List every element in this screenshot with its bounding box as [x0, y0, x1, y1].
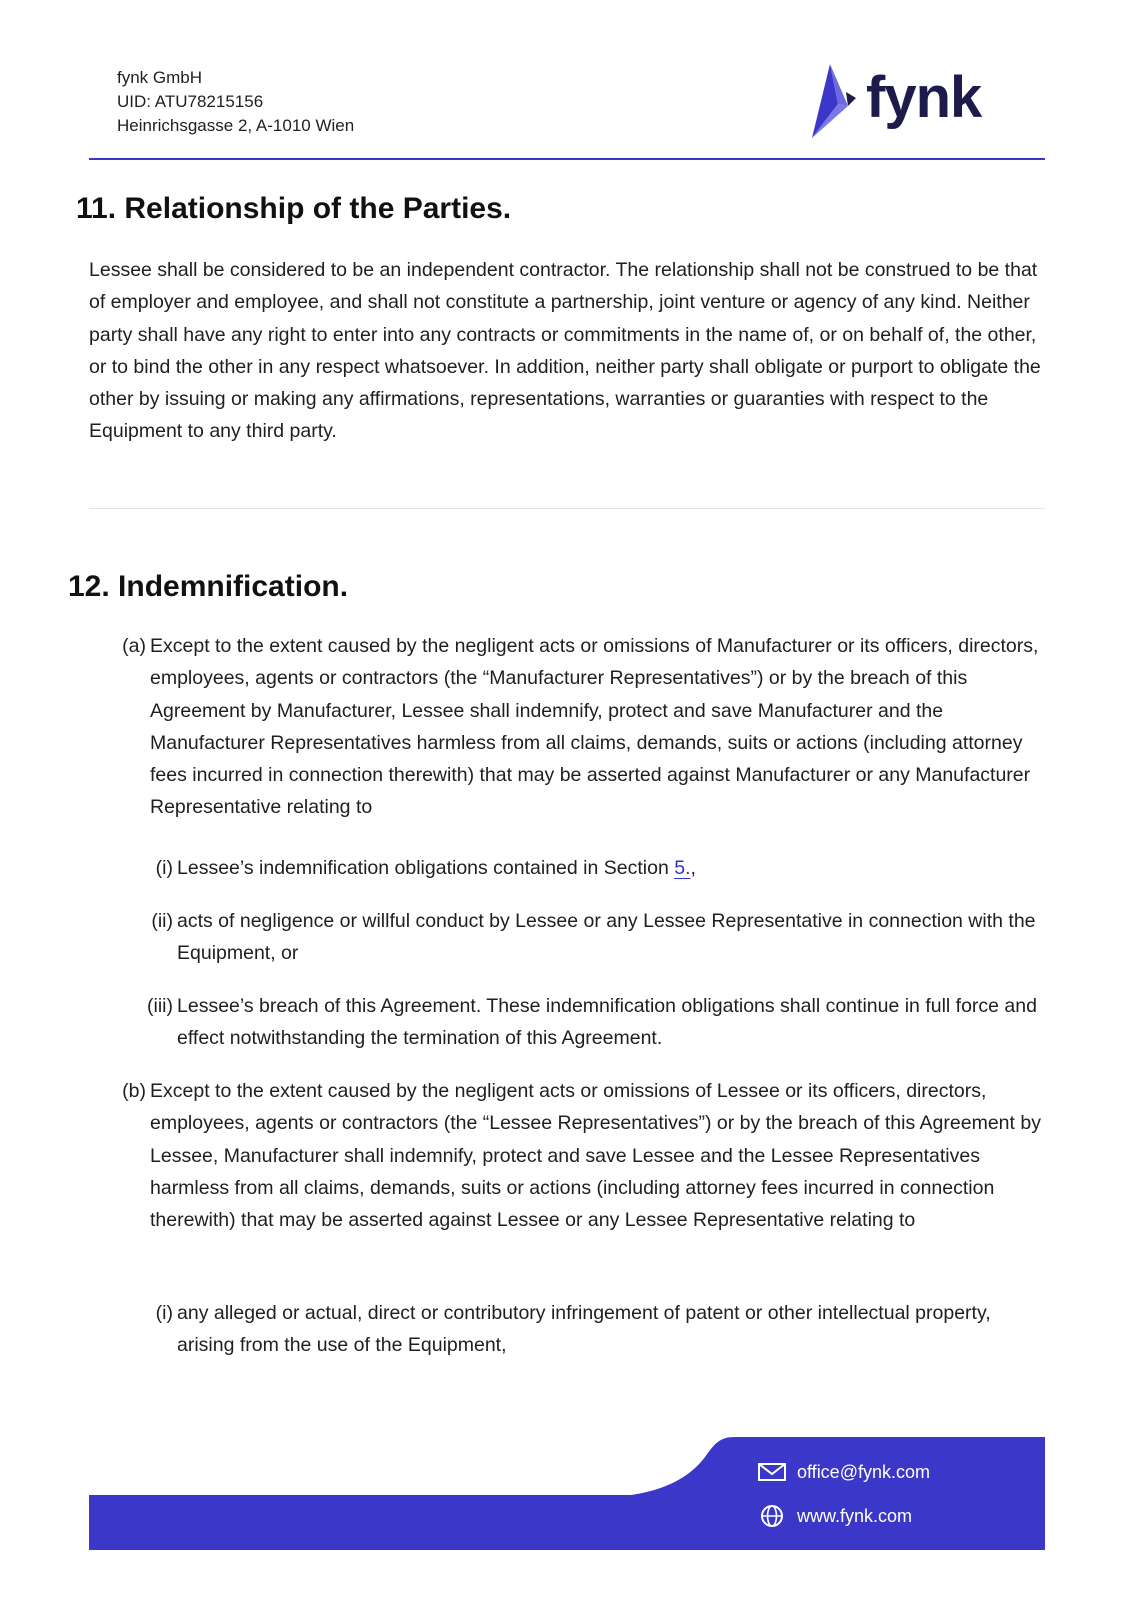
footer-email-text: office@fynk.com	[797, 1461, 930, 1482]
clause-b	[117, 1075, 1052, 1236]
header-divider	[89, 158, 1045, 160]
company-address: Heinrichsgasse 2, A-1010 Wien	[117, 116, 355, 135]
clause-b-i-label: (i)	[155, 1302, 173, 1324]
company-info	[117, 66, 354, 138]
clause-b-label: (b)	[122, 1080, 146, 1102]
clause-b-i	[147, 1297, 1052, 1362]
section-5-link[interactable]: 5.	[674, 857, 691, 879]
clause-b-i-text: any alleged or actual, direct or contributory infringement of patent or other intellectual property, arising from the use of the Equipment,	[177, 1302, 991, 1357]
fynk-logo	[808, 60, 1008, 142]
clause-a-i-body: Lessee’s indemnification obligations contained in Section	[177, 857, 675, 879]
clause-a-label: (a)	[122, 635, 146, 657]
bird-logo-icon	[808, 60, 868, 142]
clause-a-text: Except to the extent caused by the negligent acts or omissions of Manufacturer or its officers, directors, employees, agents or contractors (the “Manufacturer Representatives”) or by the breach of this Agreement by Manufacturer, Lessee shall indemnify, protect and save Manufacturer and the Manufacturer Representatives harmless from all claims, demands, suits or actions (including attorney fees incurred in connection therewith) that may be asserted against Manufacturer or any Manufacturer Representative relating to	[150, 635, 1039, 819]
logo-wordmark: fynk	[866, 65, 982, 130]
envelope-icon	[757, 1460, 787, 1484]
clause-a-ii-text: acts of negligence or willful conduct by Lessee or any Lessee Representative in connection with the Equipment, or	[177, 910, 1036, 965]
clause-b-text: Except to the extent caused by the negligent acts or omissions of Lessee or its officers, directors, employees, agents or contractors (the “Lessee Representatives”) or by the breach of this Agreement by Lessee, Manufacturer shall indemnify, protect and save Lessee and the Lessee Representatives harmless from all claims, demands, suits or actions (including attorney fees incurred in connection therewith) that may be asserted against Lessee or any Lessee Representative relating to	[150, 1080, 1041, 1232]
clause-a	[117, 630, 1052, 824]
section-12-title: 12. Indemnification.	[68, 570, 349, 603]
clause-a-i-suffix: ,	[690, 857, 696, 879]
globe-icon	[757, 1504, 787, 1528]
clause-a-i	[147, 852, 1052, 884]
clause-a-i-text	[147, 852, 1052, 884]
footer-email[interactable]	[757, 1460, 930, 1484]
section-11-body: Lessee shall be considered to be an independent contractor. The relationship shall not be construed to be that of employer and employee, and shall not constitute a partnership, joint venture or agency of any kind. Neither party shall have any right to enter into any contracts or commitments in the name of, or on behalf of, the other, or to bind the other in any respect whatsoever. In addition, neither party shall obligate or purport to obligate the other by issuing or making any affirmations, representations, warranties or guaranties with respect to the Equipment to any third party.	[89, 259, 1041, 443]
footer-website[interactable]	[757, 1504, 912, 1528]
clause-a-iii-text: Lessee’s breach of this Agreement. These indemnification obligations shall continue in full force and effect notwithstanding the termination of this Agreement.	[177, 995, 1037, 1050]
company-uid: UID: ATU78215156	[117, 92, 264, 111]
section-divider	[89, 508, 1045, 509]
company-name: fynk GmbH	[117, 68, 203, 87]
footer-website-text: www.fynk.com	[797, 1505, 913, 1526]
clause-a-iii-label: (iii)	[147, 995, 173, 1017]
clause-a-ii	[147, 905, 1052, 970]
clause-a-ii-label: (ii)	[151, 910, 173, 932]
section-11-title: 11. Relationship of the Parties.	[76, 192, 512, 225]
clause-a-iii	[147, 990, 1052, 1055]
clause-a-i-label: (i)	[155, 857, 173, 879]
